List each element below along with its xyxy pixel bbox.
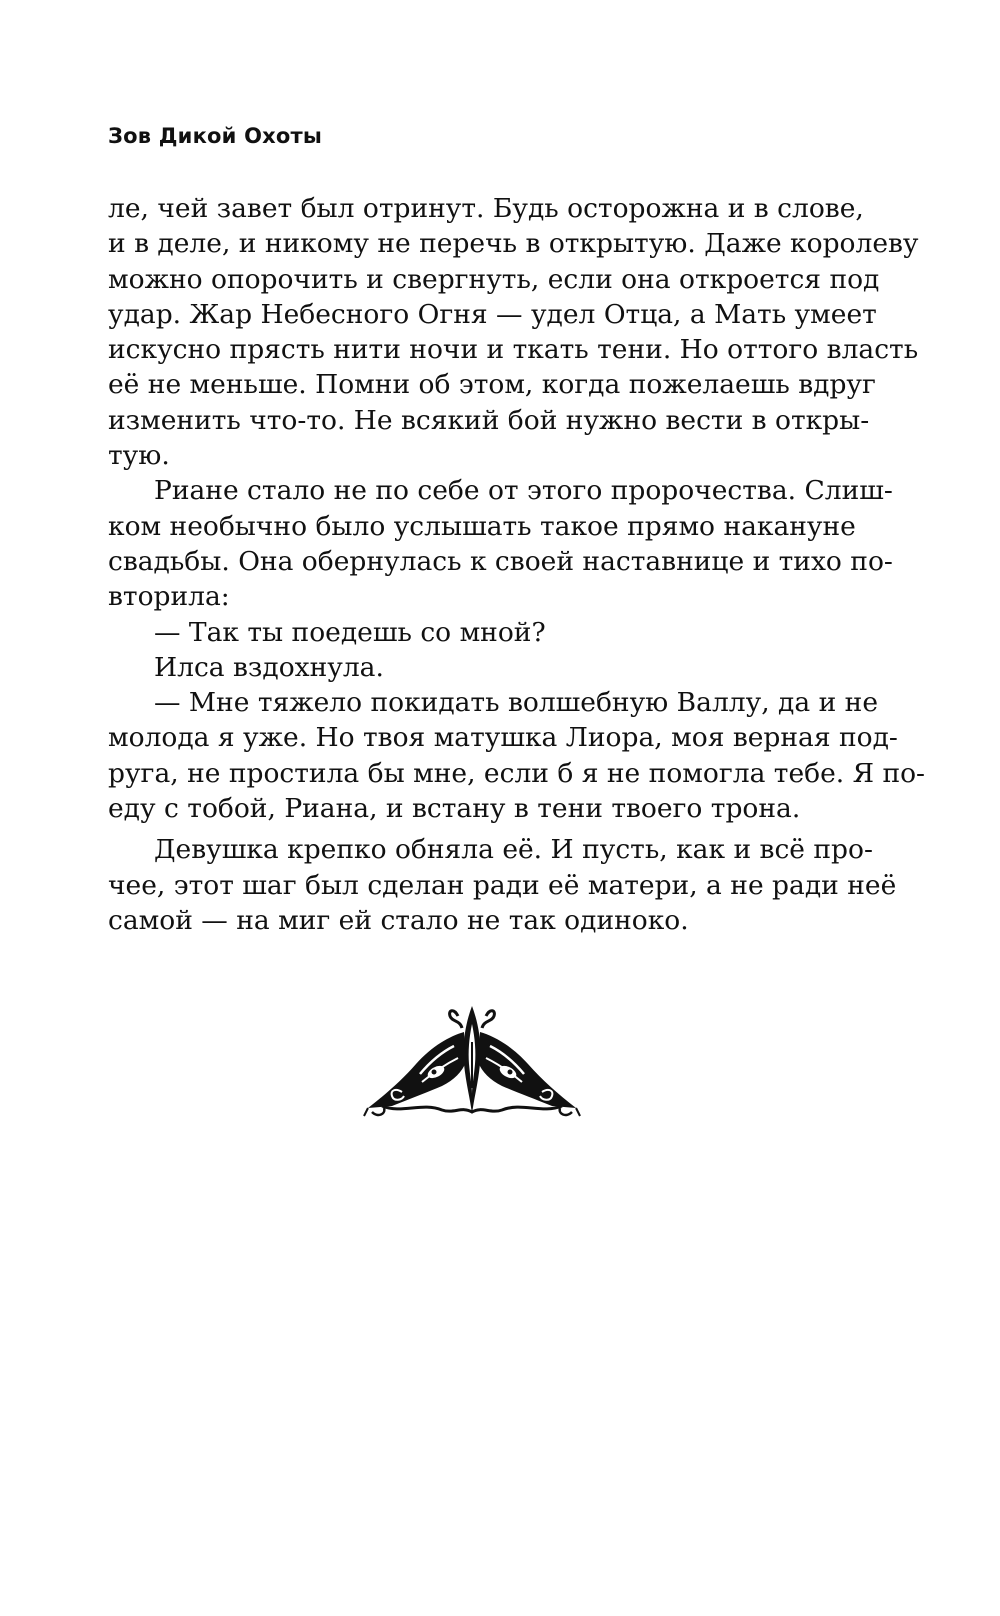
text-line: вторила:	[108, 581, 230, 613]
text-line: её не меньше. Помни об этом, когда пожелаешь вдруг	[108, 369, 876, 401]
text-line: Илса вздохнула.	[154, 651, 384, 683]
text-line: удар. Жар Небесного Огня — удел Отца, а Мать умеет	[108, 298, 877, 330]
text-line: руга, не простила бы мне, если б я не помогла тебе. Я по-	[108, 757, 926, 789]
running-head: Зов Дикой Охоты	[108, 124, 323, 148]
text-line: молода я уже. Но твоя матушка Лиора, моя верная под-	[108, 722, 898, 754]
text-line: Девушка крепко обняла её. И пусть, как и всё про-	[154, 834, 873, 866]
text-line: еду с тобой, Риана, и встану в тени твоего трона.	[108, 793, 801, 825]
text-line: тую.	[108, 440, 170, 472]
text-line: изменить что-то. Не всякий бой нужно вести в откры-	[108, 404, 870, 436]
text-line: — Так ты поедешь со мной?	[154, 616, 546, 648]
text-line: свадьбы. Она обернулась к своей наставнице и тихо по-	[108, 545, 893, 577]
text-line: ле, чей завет был отринут. Будь осторожна и в слове,	[108, 193, 864, 224]
text-line: — Мне тяжело покидать волшебную Валлу, да и не	[154, 687, 879, 719]
celtic-knot-dragons-ornament-icon	[362, 1002, 582, 1120]
body-text	[108, 191, 926, 938]
text-line: самой — на миг ей стало не так одиноко.	[108, 904, 689, 936]
text-line: можно опорочить и свергнуть, если она откроется под	[108, 263, 880, 295]
text-line: ком необычно было услышать такое прямо накануне	[108, 510, 856, 542]
text-line: Риане стало не по себе от этого пророчества. Слиш-	[154, 475, 893, 507]
text-line: и в деле, и никому не перечь в открытую. Даже королеву	[108, 228, 919, 260]
text-line: искусно прясть нити ночи и ткать тени. Но оттого власть	[108, 334, 919, 366]
text-line: чее, этот шаг был сделан ради её матери, а не ради неё	[108, 869, 897, 901]
